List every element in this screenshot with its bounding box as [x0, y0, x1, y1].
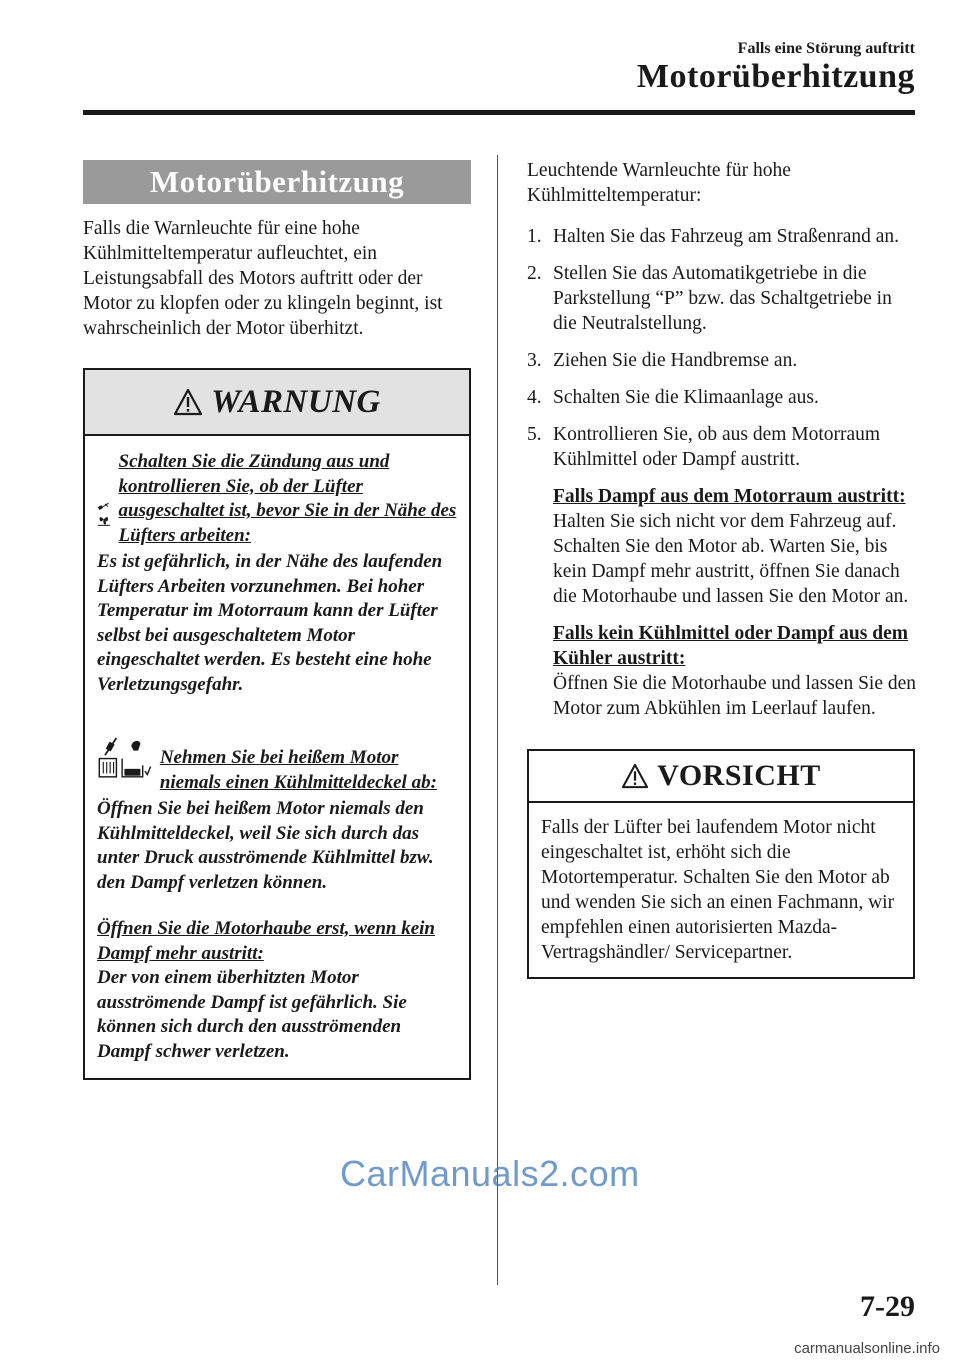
no-steam-case-heading: Falls kein Kühlmittel oder Dampf aus dem Kühler austritt:: [553, 623, 908, 669]
footer-source: carmanualsonline.info: [794, 1340, 940, 1357]
step-text: Kontrollieren Sie, ob aus dem Motorraum Kühlmittel oder Dampf austritt.: [553, 424, 881, 470]
header-rule: [83, 110, 915, 115]
no-steam-case-text: Öffnen Sie die Motorhaube und lassen Sie den Motor zum Abkühlen im Leerlauf laufen.: [553, 673, 917, 719]
right-column: [527, 158, 917, 979]
coolant-cap-icon: [97, 719, 152, 797]
page-header-title: Motorüberhitzung: [636, 58, 915, 95]
no-steam-case: [553, 621, 917, 721]
step-item: [527, 348, 917, 373]
warning-triangle-icon: [173, 388, 203, 416]
section-title: Motorüberhitzung: [83, 160, 471, 204]
step-item: [527, 224, 917, 249]
warning-header: [85, 370, 469, 436]
step-item: [527, 422, 917, 472]
watermark: CarManuals2.com: [340, 1153, 640, 1194]
steam-case-heading: Falls Dampf aus dem Motorraum austritt:: [553, 486, 906, 507]
step-number: 1.: [527, 226, 542, 247]
warning-title: WARNUNG: [211, 383, 381, 420]
fan-warning-heading: Schalten Sie die Zündung aus und kontrollieren Sie, ob der Lüfter ausgeschaltet ist, bevor Sie in der Nähe des Lüfters arbeiten:: [118, 451, 457, 546]
caution-header: [529, 751, 913, 803]
step-item: [527, 385, 917, 410]
page-number: 7-29: [860, 1290, 915, 1323]
step-text: Stellen Sie das Automatikgetriebe in die Parkstellung “P” bzw. das Schaltgetriebe in die Neutralstellung.: [553, 263, 892, 334]
step-text: Halten Sie das Fahrzeug am Straßenrand an.: [553, 226, 900, 247]
coolant-cap-warning-row: [97, 719, 457, 797]
step-number: 5.: [527, 424, 542, 445]
column-divider: [497, 155, 498, 1285]
fan-warning-text: Es ist gefährlich, in der Nähe des laufenden Lüfters Arbeiten vorzunehmen. Bei hoher Temperatur im Motorraum kann der Lüfter selbst bei ausgeschaltetem Motor eingeschaltet werden. Es besteht eine hohe Verletzungsgefahr.: [97, 551, 443, 695]
warning-body: [85, 436, 469, 1078]
step-text: Ziehen Sie die Handbremse an.: [553, 350, 798, 371]
fan-icon: [97, 478, 111, 550]
steam-warning-text: Der von einem überhitzten Motor ausströmende Dampf ist gefährlich. Sie können sich durch den ausströmenden Dampf schwer verletzen.: [97, 967, 407, 1062]
warning-light-intro: Leuchtende Warnleuchte für hohe Kühlmitteltemperatur:: [527, 160, 791, 206]
warning-triangle-icon: [621, 763, 649, 789]
warning-box: [83, 368, 471, 1080]
steam-warning-heading: Öffnen Sie die Motorhaube erst, wenn kein Dampf mehr austritt:: [97, 918, 435, 964]
caution-box: [527, 749, 915, 979]
procedure-steps: [527, 224, 917, 472]
step-text: Schalten Sie die Klimaanlage aus.: [553, 387, 819, 408]
intro-paragraph: Falls die Warnleuchte für eine hohe Kühlmitteltemperatur aufleuchtet, ein Leistungsabfall des Motors auftritt oder der Motor zu klopfen oder zu klingeln beginnt, ist wahrscheinlich der Motor überhitzt.: [83, 218, 443, 339]
steam-case: [553, 484, 917, 609]
steam-case-text: Halten Sie sich nicht vor dem Fahrzeug auf. Schalten Sie den Motor ab. Warten Sie, bis kein Dampf mehr austritt, öffnen Sie danach die Motorhaube und lassen Sie den Motor an.: [553, 511, 909, 607]
coolant-cap-warning-heading: Nehmen Sie bei heißem Motor niemals einen Kühlmitteldeckel ab:: [159, 747, 437, 793]
coolant-cap-warning-text: Öffnen Sie bei heißem Motor niemals den Kühlmitteldeckel, weil Sie sich durch das unter Druck ausströmende Kühlmittel bzw. den Dampf verletzen können.: [97, 798, 434, 893]
caution-text: Falls der Lüfter bei laufendem Motor nicht eingeschaltet ist, erhöht sich die Motortemperatur. Schalten Sie den Motor ab und wenden Sie sich an einen Fachmann, wir empfehlen einen autorisierten Mazda-Vertragshändler/ Servicepartner.: [541, 817, 895, 963]
left-column: [83, 160, 471, 1080]
caution-title: VORSICHT: [657, 759, 821, 792]
fan-warning-row: [97, 450, 457, 550]
step-number: 2.: [527, 263, 542, 284]
section-header: Falls eine Störung auftritt: [737, 40, 915, 57]
step-number: 4.: [527, 387, 542, 408]
step-number: 3.: [527, 350, 542, 371]
step-item: [527, 261, 917, 336]
